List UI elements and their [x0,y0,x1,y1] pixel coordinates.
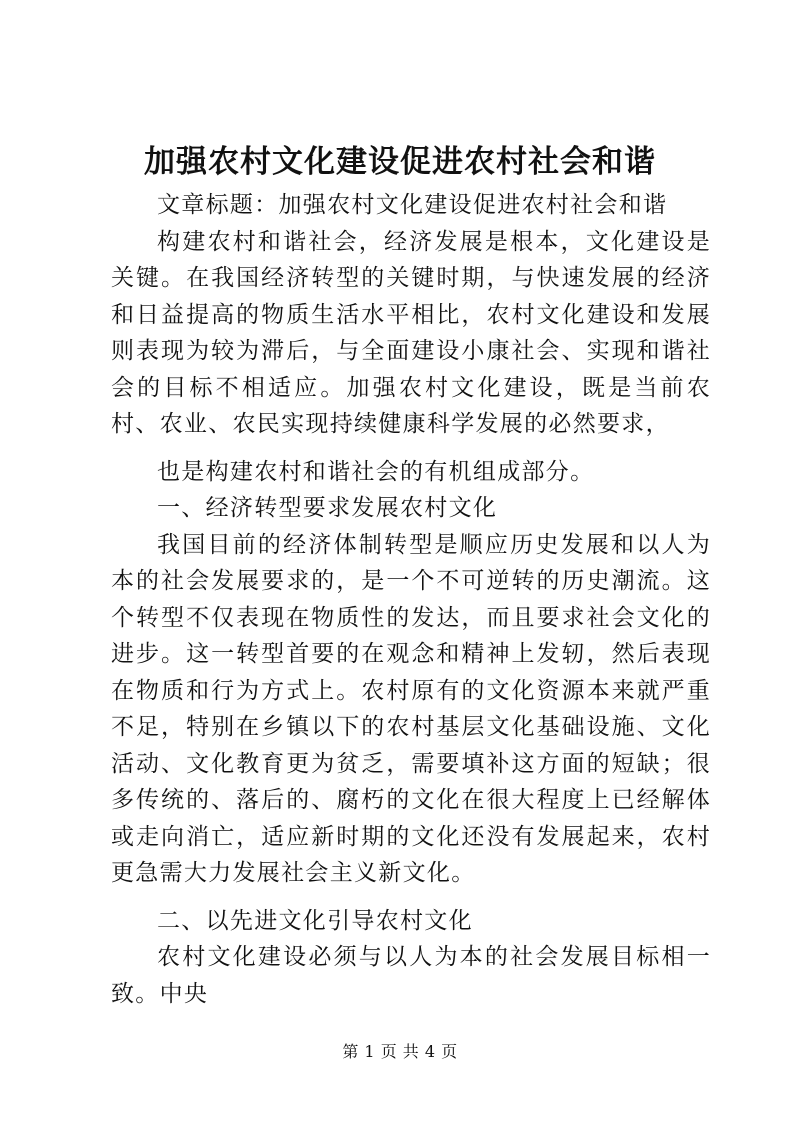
section-heading-1: 一、经济转型要求发展农村文化 [157,495,498,521]
document-body [111,187,711,1012]
paragraph-continuation: 也是构建农村和谐社会的有机组成部分。 [157,458,595,485]
section-heading-2: 二、以先进文化引导农村文化 [157,907,473,934]
paragraph-section-1: 我国目前的经济体制转型是顺应历史发展和以人为本的社会发展要求的，是一个不可逆转的历史潮流。这个转型不仅表现在物质性的发达，而且要求社会文化的进步。这一转型首要的在观念和精神上发轫，然后表现在物质和行为方式上。农村原有的文化资源本来就严重不足，特别在乡镇以下的农村基层文化基础设施、文化活动、文化教育更为贫乏，需要填补这方面的短缺；很多传统的、落后的、腐朽的文化在很大程度上已经解体或走向消亡，适应新时期的文化还没有发展起来，农村更急需大力发展社会主义新文化。 [111,531,711,886]
paragraph-intro: 构建农村和谐社会，经济发展是根本，文化建设是关键。在我国经济转型的关键时期，与快速发展的经济和日益提高的物质生活水平相比，农村文化建设和发展则表现为较为滞后，与全面建设小康社会、实现和谐社会的目标不相适应。加强农村文化建设，既是当前农村、农业、农民实现持续健康科学发展的必然要求， [111,228,711,437]
article-title-line: 文章标题：加强农村文化建设促进农村社会和谐 [157,192,668,218]
page-number-footer: 第 1 页 共 4 页 [342,1042,458,1061]
paragraph-section-2: 农村文化建设必须与以人为本的社会发展目标相一致。中央 [111,944,711,1007]
document-title: 加强农村文化建设促进农村社会和谐 [144,144,656,180]
